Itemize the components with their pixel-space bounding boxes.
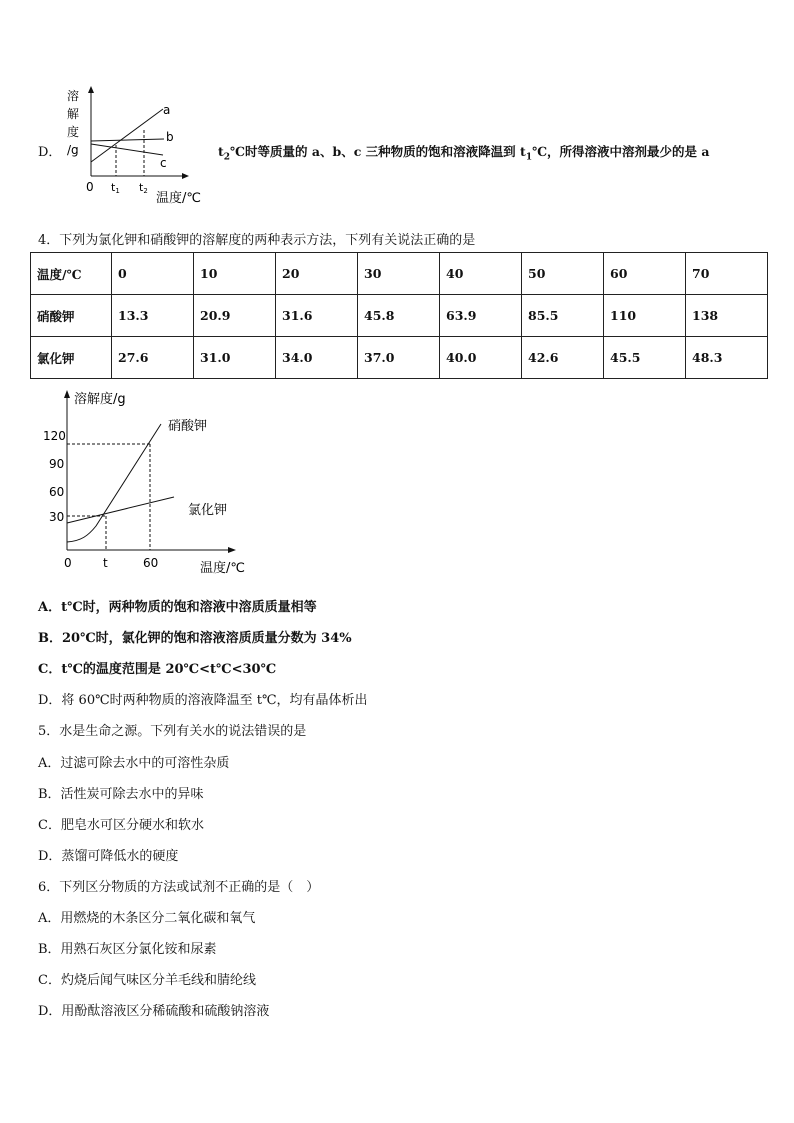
table-cell: 50 [522, 253, 604, 295]
table-cell: 34.0 [276, 337, 358, 379]
q3-text-mid: ℃时等质量的 a、b、c 三种物质的饱和溶液降温到 t [230, 144, 526, 159]
q3-ylabel-3: 度 [67, 125, 80, 139]
table-cell: 63.9 [440, 295, 522, 337]
table-row [31, 253, 768, 295]
q6-option-c: C．灼烧后闻气味区分羊毛线和腈纶线 [38, 973, 256, 988]
q3-curve-b [91, 139, 164, 141]
table-cell: 40 [440, 253, 522, 295]
q4-xtick-t: t [103, 556, 108, 570]
q3-label-c: c [160, 156, 167, 170]
q4-curve-kno3 [67, 424, 161, 542]
q4-solubility-table [30, 252, 768, 379]
q6-stem: 6．下列区分物质的方法或试剂不正确的是（ ） [38, 880, 320, 895]
q3-t1-tick: t1 [111, 181, 120, 195]
table-cell: 10 [194, 253, 276, 295]
q3-ylabel-1: 溶 [67, 89, 80, 103]
table-cell: 45.5 [604, 337, 686, 379]
q4-option-c: C．t℃的温度范围是 20℃<t℃<30℃ [38, 662, 277, 677]
q3-x-arrow [182, 173, 189, 179]
table-row [31, 337, 768, 379]
table-row [31, 295, 768, 337]
table-cell: 31.0 [194, 337, 276, 379]
q6-option-a: A．用燃烧的木条区分二氧化碳和氧气 [38, 911, 256, 926]
table-cell: 30 [358, 253, 440, 295]
table-cell: 0 [112, 253, 194, 295]
q3-t2-tick: t2 [139, 181, 148, 195]
q4-ylabel: 溶解度/g [74, 392, 126, 407]
table-cell: 27.6 [112, 337, 194, 379]
q4-y-arrow [64, 390, 70, 398]
table-cell: 40.0 [440, 337, 522, 379]
table-cell: 20 [276, 253, 358, 295]
q5-option-d: D．蒸馏可降低水的硬度 [38, 849, 179, 864]
table-cell: 45.8 [358, 295, 440, 337]
table-cell: 110 [604, 295, 686, 337]
q5-option-c: C．肥皂水可区分硬水和软水 [38, 818, 204, 833]
q6-option-d: D．用酚酞溶液区分稀硫酸和硫酸钠溶液 [38, 1004, 270, 1019]
q3-ylabel-2: 解 [67, 107, 80, 121]
table-cell: 氯化钾 [31, 337, 112, 379]
q4-curve-kcl [67, 497, 174, 523]
q3-t1-subscript: 1 [525, 152, 533, 163]
q3-text-end: ℃，所得溶液中溶剂最少的是 a [532, 144, 710, 159]
table-cell: 42.6 [522, 337, 604, 379]
table-cell: 31.6 [276, 295, 358, 337]
q3-curve-a [91, 109, 163, 162]
q4-ytick-60: 60 [49, 485, 65, 499]
q3-option-d-text [218, 142, 710, 163]
q4-x-arrow [228, 547, 236, 553]
q4-option-b: B．20℃时，氯化钾的饱和溶液溶质质量分数为 34% [38, 631, 352, 646]
q3-t2: t [218, 144, 224, 159]
q3-t2-subscript: 2 [223, 152, 231, 163]
q4-ytick-120: 120 [43, 429, 66, 443]
q4-label-kno3: 硝酸钾 [168, 419, 208, 434]
q4-solubility-chart [36, 386, 266, 578]
q4-option-d: D．将 60℃时两种物质的溶液降温至 t℃，均有晶体析出 [38, 693, 368, 708]
q4-xlabel: 温度/℃ [200, 561, 245, 576]
table-cell: 70 [686, 253, 768, 295]
q6-option-b: B．用熟石灰区分氯化铵和尿素 [38, 942, 217, 957]
table-cell: 37.0 [358, 337, 440, 379]
q3-option-d-label: D． [38, 145, 62, 160]
q3-xlabel: 温度/℃ [156, 191, 201, 206]
q3-label-b: b [166, 130, 174, 144]
q3-solubility-chart [60, 84, 210, 208]
q4-xtick-60: 60 [143, 556, 159, 570]
q5-option-b: B．活性炭可除去水中的异味 [38, 787, 204, 802]
q4-stem: 4．下列为氯化钾和硝酸钾的溶解度的两种表示方法，下列有关说法正确的是 [38, 233, 476, 248]
table-cell: 85.5 [522, 295, 604, 337]
table-cell: 20.9 [194, 295, 276, 337]
table-cell: 硝酸钾 [31, 295, 112, 337]
q3-origin: 0 [86, 180, 94, 194]
q4-label-kcl: 氯化钾 [188, 503, 228, 518]
q4-option-a: A．t℃时，两种物质的饱和溶液中溶质质量相等 [38, 600, 317, 615]
q5-option-a: A．过滤可除去水中的可溶性杂质 [38, 756, 230, 771]
table-cell: 60 [604, 253, 686, 295]
q4-xtick-0: 0 [64, 556, 72, 570]
q3-label-a: a [163, 103, 171, 117]
table-cell: 138 [686, 295, 768, 337]
table-cell: 13.3 [112, 295, 194, 337]
q3-ylabel-4: /g [67, 143, 79, 157]
table-cell: 48.3 [686, 337, 768, 379]
q4-ytick-90: 90 [49, 457, 65, 471]
q3-y-arrow [88, 86, 94, 93]
q4-ytick-30: 30 [49, 510, 65, 524]
table-cell: 温度/℃ [31, 253, 112, 295]
q5-stem: 5．水是生命之源。下列有关水的说法错误的是 [38, 724, 307, 739]
q3-curve-c [91, 144, 163, 155]
